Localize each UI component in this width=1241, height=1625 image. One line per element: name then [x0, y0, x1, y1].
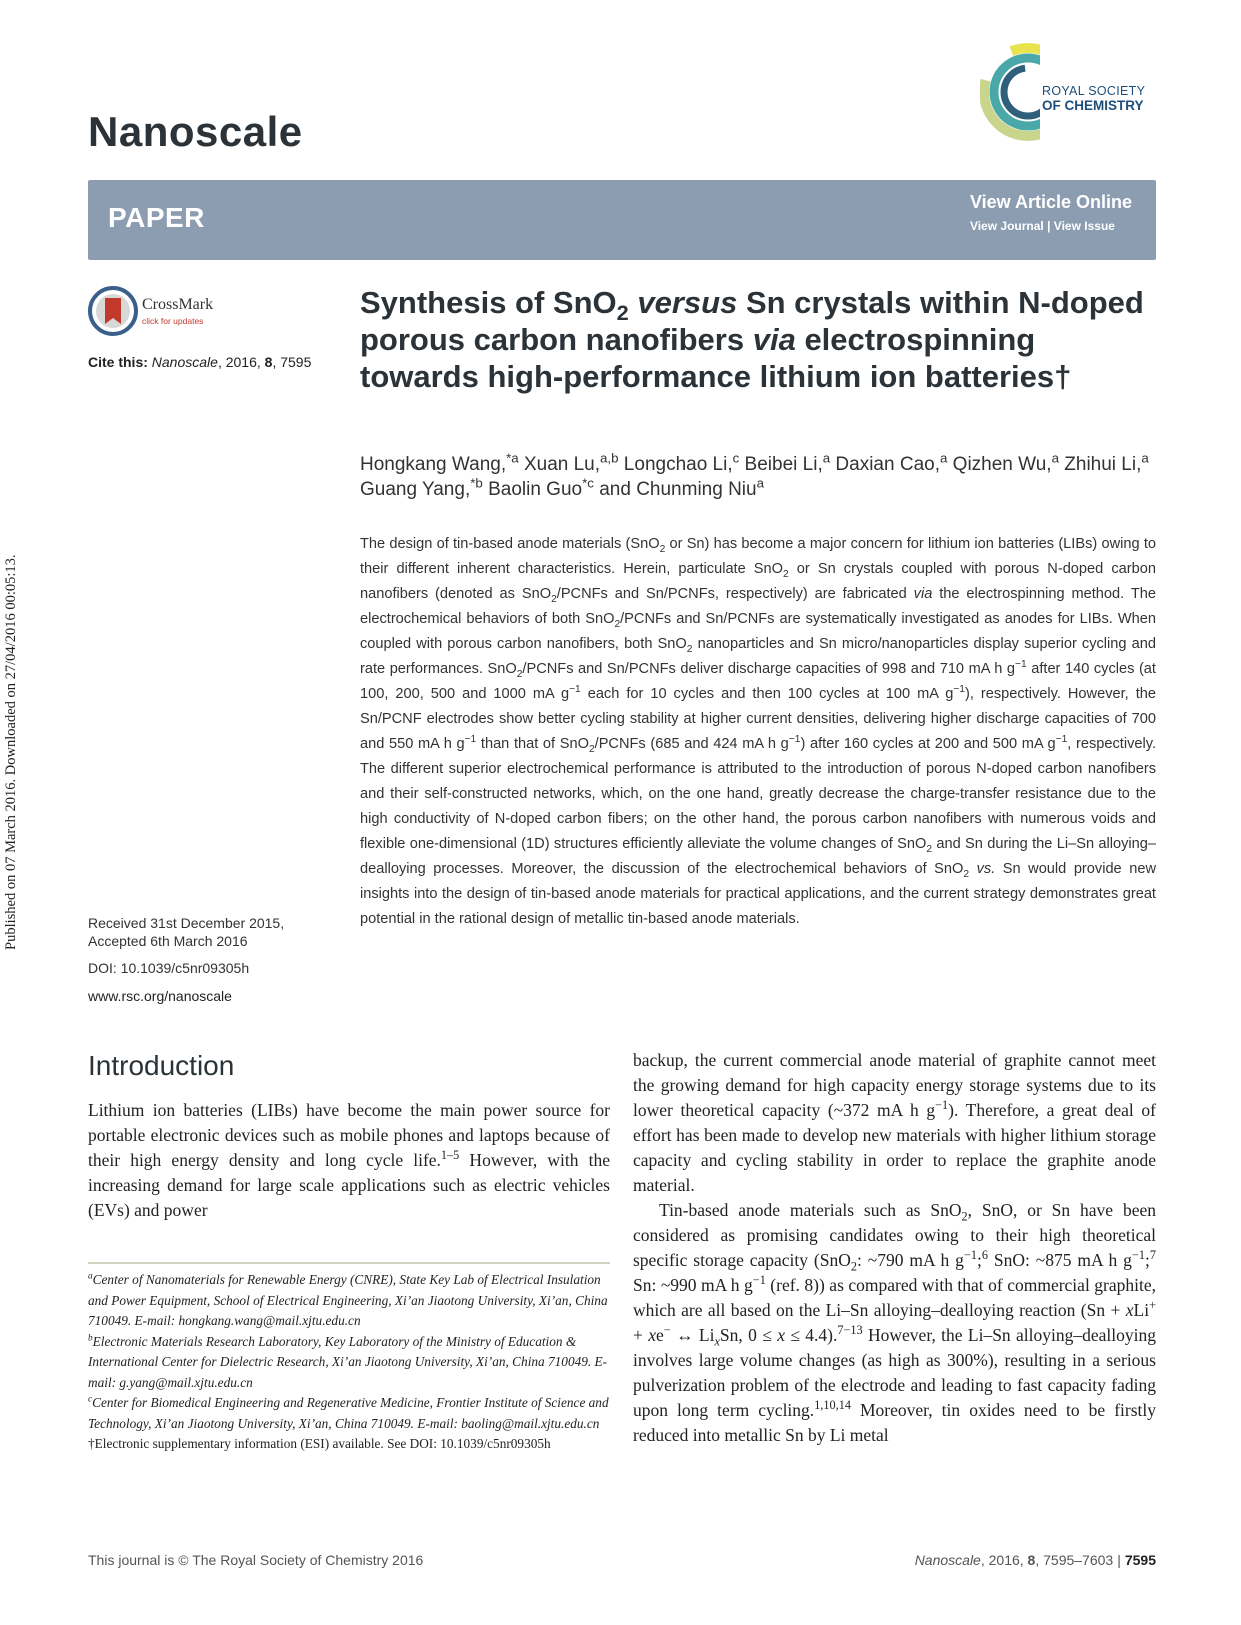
affiliation-b	[88, 1332, 610, 1394]
text-segment: −1	[963, 1248, 977, 1263]
copyright-footer: This journal is © The Royal Society of Chemistry 2016	[88, 1552, 424, 1568]
crossmark-label: CrossMark	[142, 296, 214, 313]
footnotes	[88, 1270, 610, 1455]
author-affiliation-mark: a	[939, 450, 948, 466]
article-dates	[88, 914, 284, 950]
affiliation-mark: c	[88, 1394, 93, 1405]
text-segment: 2	[961, 1209, 968, 1224]
accepted-date: Accepted 6th March 2016	[88, 933, 248, 949]
author-list	[360, 452, 1160, 502]
affiliation-mark: b	[88, 1333, 93, 1344]
text-segment: x	[648, 1325, 657, 1345]
text-segment: x	[1125, 1300, 1134, 1320]
text-segment: 2	[850, 1259, 857, 1274]
text-segment: the electrospinning method. The electrochemical behaviors of both SnO	[360, 586, 1156, 627]
cite-year: , 2016,	[217, 354, 265, 370]
author-affiliation-mark: *b	[470, 475, 483, 491]
text-segment: nanoparticles and Sn micro/nanoparticles display superior cycling and rate performances. SnO	[360, 636, 1156, 677]
intro-paragraph	[633, 1048, 1156, 1198]
footer-separator: |	[1117, 1552, 1121, 1568]
text-segment: and Sn during the Li–Sn alloying–dealloying processes. Moreover, the discussion of the electrochemical behaviors of SnO	[360, 836, 1156, 877]
rsc-logo-line1: ROYAL SOCIETY	[1042, 84, 1146, 98]
author-name: Hongkang Wang,	[360, 454, 507, 475]
text-segment	[969, 861, 977, 877]
affiliation-text: Electronic Materials Research Laboratory, Key Laboratory of the Ministry of Education & International Center for Dielectric Research, Xi’an Jiaotong University, Xi’an, China 710049. E-mail: g.yang@mail.xjtu.edu.cn	[88, 1333, 608, 1390]
text-segment: 2	[926, 843, 932, 855]
author-affiliation-mark: a	[756, 475, 764, 491]
text-segment: /PCNFs and Sn/PCNFs, respectively) are fabricated	[556, 586, 914, 602]
view-journal-link[interactable]: View Journal	[969, 219, 1044, 233]
article-banner	[88, 180, 1156, 260]
cite-journal: Nanoscale	[151, 354, 218, 370]
author-name: Baolin Guo	[482, 479, 583, 500]
footer-year: , 2016,	[980, 1552, 1028, 1568]
text-segment: /PCNFs and Sn/PCNFs are systematically investigated as anodes for LIBs. When coupled with porous carbon nanofibers, both SnO	[360, 611, 1156, 652]
footer-pages: , 7595–7603	[1035, 1552, 1114, 1568]
author-affiliation-mark: a	[822, 450, 831, 466]
author-name: Qizhen Wu,	[947, 454, 1052, 475]
cite-volume: 8	[264, 354, 273, 370]
text-segment: 7	[1149, 1248, 1156, 1263]
text-segment: ). Therefore, a great deal of effort has been made to develop new materials with higher lithium storage capacity and cycling stability in order to replace the graphite anode material.	[633, 1100, 1156, 1195]
text-segment: −1	[953, 684, 965, 696]
journal-title: Nanoscale	[88, 108, 303, 155]
author-name: Xuan Lu,	[518, 454, 601, 475]
text-segment: than that of SnO	[476, 736, 589, 752]
view-links	[970, 219, 1132, 233]
text-segment: , respectively. The different superior electrochemical performance is attributed to the introduction of porous N-doped carbon nanofibers and their self-constructed networks, which, on the one hand, greatly decrease the charge-transfer resistance due to the high conductivity of N-doped carbon fibers; on the other hand, the porous carbon nanofibers with numerous voids and flexible one-dimensional (1D) structures efficiently alleviate the volume changes of SnO	[360, 736, 1157, 852]
text-segment: x	[714, 1334, 720, 1349]
view-issue-link[interactable]: View Issue	[1053, 219, 1115, 233]
title-italic: via	[752, 322, 796, 357]
text-segment: after 140 cycles (at 100, 200, 500 and 1000 mA g	[360, 661, 1156, 702]
affiliation-c	[88, 1393, 610, 1434]
text-segment: +	[1149, 1298, 1156, 1313]
affiliation-a	[88, 1270, 610, 1332]
article-type: PAPER	[108, 202, 205, 233]
footer-journal: Nanoscale	[914, 1552, 981, 1568]
text-segment: 1–5	[440, 1148, 460, 1163]
banner-links	[970, 192, 1132, 233]
text-segment: 6	[981, 1248, 988, 1263]
crossmark-sub: click for updates	[142, 316, 204, 326]
title-italic: versus	[637, 285, 738, 320]
author-affiliation-mark: *c	[582, 475, 594, 491]
text-segment: 1,10,14	[814, 1398, 851, 1413]
cite-label: Cite this:	[88, 354, 148, 370]
footer-volume: 8	[1027, 1552, 1036, 1568]
text-segment: : ~790 mA h g	[857, 1250, 964, 1270]
text-segment: (ref. 8)) as compared with that of commercial graphite, which are all based on the Li–Sn alloying–dealloying reaction (Sn +	[633, 1275, 1156, 1320]
link-separator: |	[1047, 219, 1051, 233]
text-segment: Sn would provide new insights into the design of tin-based anode materials for practical applications, and the current strategy demonstrates great potential in the rational design of metallic tin-based anode materials.	[360, 861, 1156, 927]
text-segment: 2	[588, 743, 595, 755]
text-segment: The design of tin-based anode materials (SnO	[360, 536, 660, 552]
text-segment: 2	[614, 618, 621, 630]
text-segment: −	[663, 1323, 671, 1338]
rsc-logo	[988, 38, 1168, 158]
received-date: Received 31st December 2015,	[88, 915, 285, 931]
journal-website-link[interactable]: www.rsc.org/nanoscale	[88, 988, 232, 1004]
doi: DOI: 10.1039/c5nr09305h	[88, 960, 250, 976]
text-segment: 2	[551, 593, 557, 605]
text-segment: 2	[783, 568, 789, 580]
crossmark-badge[interactable]	[88, 286, 228, 338]
text-segment: −1	[1015, 659, 1027, 671]
author-name: Beibei Li,	[739, 454, 823, 475]
esi-note: †Electronic supplementary information (ESI) available. See DOI: 10.1039/c5nr09305h	[88, 1436, 551, 1451]
text-segment: , SnO, or Sn have been considered as promising candidates owing to their high theoretical specific storage capacity (SnO	[633, 1200, 1156, 1270]
publication-stamp: Published on 07 March 2016. Downloaded on 27/04/2016 00:05:13.	[3, 554, 19, 950]
text-segment: ;	[976, 1250, 982, 1270]
text-segment: x	[777, 1325, 785, 1345]
rsc-logo-line2: OF CHEMISTRY	[1042, 98, 1144, 113]
text-segment: −1	[935, 1098, 949, 1113]
intro-paragraph-left	[88, 1098, 610, 1223]
text-segment: 2	[516, 668, 523, 680]
text-segment: ↔ Li	[670, 1325, 715, 1345]
text-segment: or Sn crystals coupled with porous N-doped carbon nanofibers (denoted as SnO	[360, 561, 1156, 602]
text-segment: −1	[1131, 1248, 1145, 1263]
text-segment: ≤ 4.4).	[784, 1325, 838, 1345]
author-affiliation-mark: c	[732, 450, 740, 466]
abstract	[360, 532, 1156, 932]
text-segment: e	[656, 1325, 664, 1345]
rsc-ring-icon	[980, 38, 1040, 148]
text-segment: backup, the current commercial anode material of graphite cannot meet the growing demand for high capacity energy storage systems due to its lower theoretical capacity (~372 mA h g	[633, 1050, 1156, 1120]
text-segment: 7−13	[837, 1323, 863, 1338]
author-name: Longchao Li,	[618, 454, 733, 475]
text-segment: 2	[963, 868, 970, 880]
title-part: electrospinning towards high-performance lithium ion batteries†	[360, 322, 1072, 394]
author-affiliation-mark: a	[1141, 450, 1149, 466]
affiliation-mark: a	[88, 1271, 93, 1282]
page-number: 7595	[1124, 1552, 1156, 1568]
text-segment: −1	[788, 734, 801, 746]
text-segment: −1	[752, 1273, 766, 1288]
title-part: Synthesis of SnO	[360, 285, 617, 320]
text-segment: Moreover, tin oxides need to be firstly reduced into metallic Sn by Li metal	[633, 1400, 1156, 1445]
article-title	[360, 284, 1160, 395]
footnote-divider	[88, 1262, 610, 1264]
text-segment: each for 10 cycles and then 100 cycles at 100 mA g	[580, 686, 954, 702]
crossmark-icon	[88, 286, 138, 336]
text-segment: ), respectively. However, the Sn/PCNF electrodes show better cycling stability at higher current densities, delivering higher discharge capacities of 700 and 550 mA h g	[360, 686, 1156, 752]
author-affiliation-mark: a,b	[600, 450, 619, 466]
text-segment: ;	[1144, 1250, 1150, 1270]
author-affiliation-mark: a	[1051, 450, 1059, 466]
text-segment: 2	[659, 543, 666, 555]
text-segment: Sn, 0 ≤	[719, 1325, 778, 1345]
cite-page: , 7595	[272, 354, 312, 370]
text-segment: Tin-based anode materials such as SnO	[659, 1200, 962, 1220]
text-segment: Li	[1133, 1300, 1150, 1320]
affiliation-text: Center for Biomedical Engineering and Regenerative Medicine, Frontier Institute of Science and Technology, Xi’an Jiaotong University, Xi’an, China 710049. E-mail: baoling@mail.xjtu.edu.cn	[88, 1395, 609, 1431]
author-name: Zhihui Li,	[1059, 454, 1142, 475]
text-segment: or Sn) has become a major concern for lithium ion batteries (LIBs) owing to their different inherent characteristics. Herein, particulate SnO	[360, 536, 1156, 577]
text-segment: ) after 160 cycles at 200 and 500 mA g	[800, 736, 1056, 752]
citation	[88, 354, 311, 370]
text-segment: Sn: ~990 mA h g	[633, 1275, 753, 1295]
author-name: Guang Yang,	[360, 479, 471, 500]
page-footer	[915, 1552, 1156, 1568]
text-segment: −1	[1055, 734, 1068, 746]
section-heading: Introduction	[88, 1050, 235, 1081]
text-segment: via	[913, 586, 933, 602]
text-segment: However, with the increasing demand for large scale applications such as electric vehicles (EVs) and power	[88, 1150, 610, 1220]
author-name: and Chunming Niu	[593, 479, 757, 500]
intro-paragraph	[633, 1198, 1156, 1448]
text-segment: vs.	[976, 861, 996, 877]
text-segment: /PCNFs and Sn/PCNFs deliver discharge capacities of 998 and 710 mA h g	[522, 661, 1016, 677]
text-segment: −1	[569, 684, 581, 696]
text-segment: −1	[464, 734, 477, 746]
view-article-online-link[interactable]: View Article Online	[969, 192, 1132, 212]
author-affiliation-mark: *a	[506, 450, 519, 466]
text-segment: Lithium ion batteries (LIBs) have become the main power source for portable electronic devices such as mobile phones and laptops because of their high energy density and long cycle life.	[88, 1100, 610, 1170]
text-segment: 2	[686, 643, 693, 655]
intro-column-right	[633, 1048, 1156, 1448]
affiliation-text: Center of Nanomaterials for Renewable Energy (CNRE), State Key Lab of Electrical Insulation and Power Equipment, School of Electrical Engineering, Xi’an Jiaotong University, Xi’an, China 710049. E-mail: hongkang.wang@mail.xjtu.edu.cn	[88, 1272, 608, 1328]
text-segment: However, the Li–Sn alloying–dealloying involves large volume changes (as high as 300%), resulting in a serious pulverization problem of the electrode and leading to fast capacity fading upon long term cycling.	[633, 1325, 1157, 1420]
title-part: Sn crystals within N-doped porous carbon nanofibers	[360, 285, 1144, 357]
text-segment: /PCNFs (685 and 424 mA h g	[594, 736, 789, 752]
text-segment: SnO: ~875 mA h g	[987, 1250, 1132, 1270]
text-segment: +	[633, 1325, 649, 1345]
title-subscript: 2	[616, 300, 629, 326]
author-name: Daxian Cao,	[830, 454, 940, 475]
